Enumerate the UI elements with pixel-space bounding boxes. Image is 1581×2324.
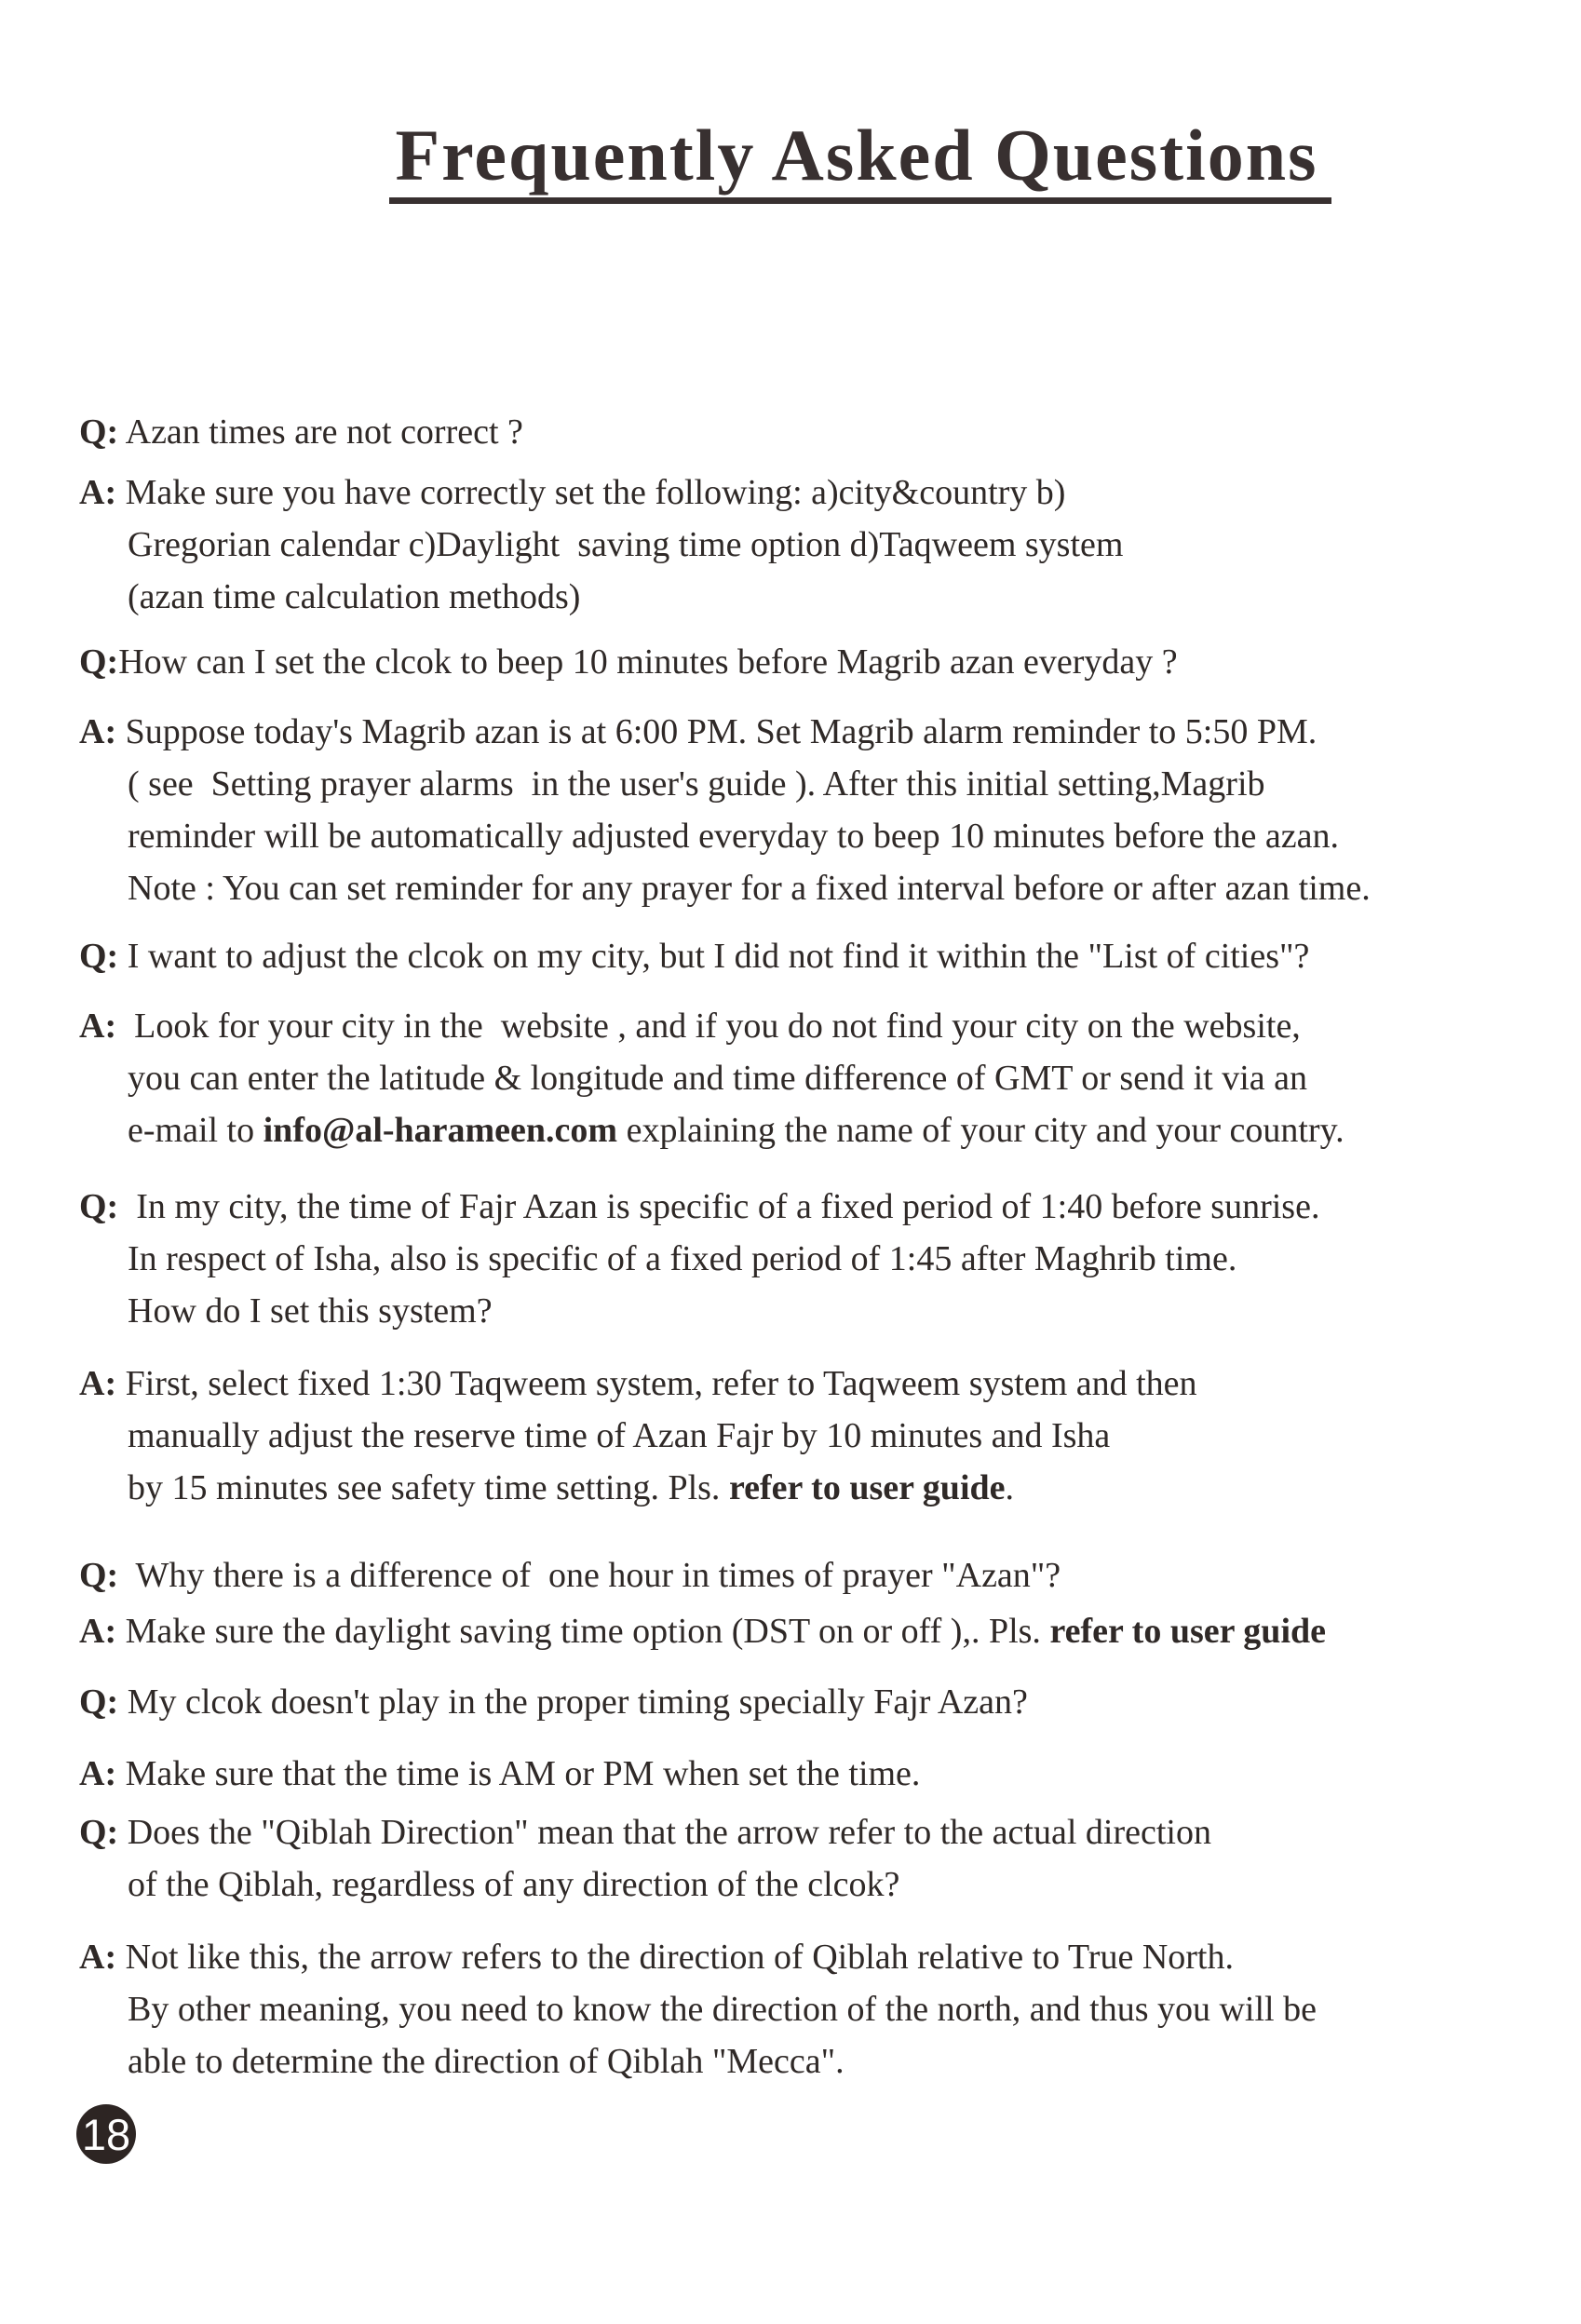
faq-q-line [0,1676,1581,1728]
faq-q-line [0,1806,1581,1858]
q-text: How can I set the clcok to beep 10 minutes before Magrib azan everyday ? [118,642,1178,682]
q-label: Q: [79,412,119,452]
faq-a-line [0,1000,1581,1052]
a-text: by 15 minutes see safety time setting. Pls. [128,1468,729,1507]
a-text: explaining the name of your city and your country. [617,1111,1345,1150]
faq-a-line: you can enter the latitude & longitude and time difference of GMT or send it via an [128,1059,1307,1098]
answer-paragraph [0,1000,1581,1156]
refer-to-user-guide: refer to user guide [1049,1612,1326,1651]
page-title: Frequently Asked Questions [389,119,1331,204]
faq-a-line [0,1358,1581,1410]
q-text: Why there is a difference of one hour in times of prayer "Azan"? [118,1556,1061,1595]
q-label: Q: [79,1682,119,1722]
faq-q-line [0,636,1581,688]
a-text: Suppose today's Magrib azan is at 6:00 PM. Set Magrib alarm reminder to 5:50 PM. [116,712,1318,751]
faq-a-line: Note : You can set reminder for any prayer for a fixed interval before or after azan time. [128,869,1371,908]
answer-paragraph [0,1605,1581,1657]
question-paragraph [0,636,1581,688]
a-text: Make sure that the time is AM or PM when set the time. [116,1754,921,1793]
faq-a-line [0,1605,1581,1657]
q-text: Does the "Qiblah Direction" mean that the arrow refer to the actual direction [118,1813,1211,1852]
a-text: Not like this, the arrow refers to the direction of Qiblah relative to True North. [116,1938,1234,1977]
q-text: My clcok doesn't play in the proper timing specially Fajr Azan? [118,1682,1028,1722]
answer-paragraph [0,706,1581,914]
faq-a-line: ( see Setting prayer alarms in the user's guide ). After this initial setting,Magrib [128,764,1265,804]
q-text: Azan times are not correct ? [118,412,523,452]
title-row [0,115,1581,204]
faq-a-line: Gregorian calendar c)Daylight saving time option d)Taqweem system [128,525,1124,564]
a-text: First, select fixed 1:30 Taqweem system, refer to Taqweem system and then [116,1364,1197,1403]
answer-paragraph [0,1748,1581,1800]
question-paragraph [0,1676,1581,1728]
a-text: Look for your city in the website , and if you do not find your city on the website, [116,1007,1301,1046]
question-paragraph [0,406,1581,458]
faq-q-line [0,1181,1581,1233]
a-label: A: [79,1612,117,1651]
faq-a-line [0,466,1581,519]
answer-paragraph [0,1931,1581,2088]
faq-a-line [0,1931,1581,1983]
faq-a-line: able to determine the direction of Qiblah "Mecca". [128,2042,845,2081]
refer-to-user-guide: refer to user guide [728,1468,1006,1507]
faq-q-line: In respect of Isha, also is specific of a fixed period of 1:45 after Maghrib time. [128,1239,1237,1278]
a-label: A: [79,1754,117,1793]
page-number: 18 [81,2109,131,2159]
faq-a-line: By other meaning, you need to know the direction of the north, and thus you will be [128,1990,1317,2029]
a-text: e-mail to [128,1111,264,1150]
faq-a-line: (azan time calculation methods) [128,577,581,616]
answer-paragraph [0,466,1581,623]
a-label: A: [79,1007,117,1046]
faq-a-line [0,1462,1581,1514]
q-text: I want to adjust the clcok on my city, but I did not find it within the "List of cities"? [118,937,1310,976]
faq-q-line: of the Qiblah, regardless of any direction of the clcok? [128,1865,900,1904]
faq-a-line [0,1748,1581,1800]
question-paragraph [0,1181,1581,1337]
q-label: Q: [79,1813,119,1852]
email-address: info@al-harameen.com [263,1111,618,1150]
q-label: Q: [79,937,119,976]
q-text: In my city, the time of Fajr Azan is specific of a fixed period of 1:40 before sunrise. [118,1187,1320,1226]
a-label: A: [79,712,117,751]
question-paragraph [0,930,1581,982]
question-paragraph [0,1806,1581,1911]
a-label: A: [79,1938,117,1977]
faq-q-line: How do I set this system? [128,1291,493,1331]
question-paragraph [0,1549,1581,1601]
a-text: Make sure you have correctly set the following: a)city&country b) [116,473,1066,512]
faq-a-line: reminder will be automatically adjusted everyday to beep 10 minutes before the azan. [128,817,1340,856]
faq-q-line [0,406,1581,458]
a-text: . [1005,1468,1014,1507]
page-number-badge [76,2104,136,2164]
a-text: Make sure the daylight saving time option (DST on or off ),. Pls. [116,1612,1050,1651]
faq-a-line [0,706,1581,758]
faq-content [0,406,1581,2164]
answer-paragraph [0,1358,1581,1514]
a-label: A: [79,473,117,512]
a-label: A: [79,1364,117,1403]
q-label: Q: [79,1556,119,1595]
q-label: Q: [79,642,119,682]
faq-q-line [0,1549,1581,1601]
faq-a-line [0,1104,1581,1156]
faq-q-line [0,930,1581,982]
faq-a-line: manually adjust the reserve time of Azan Fajr by 10 minutes and Isha [128,1416,1111,1455]
q-label: Q: [79,1187,119,1226]
